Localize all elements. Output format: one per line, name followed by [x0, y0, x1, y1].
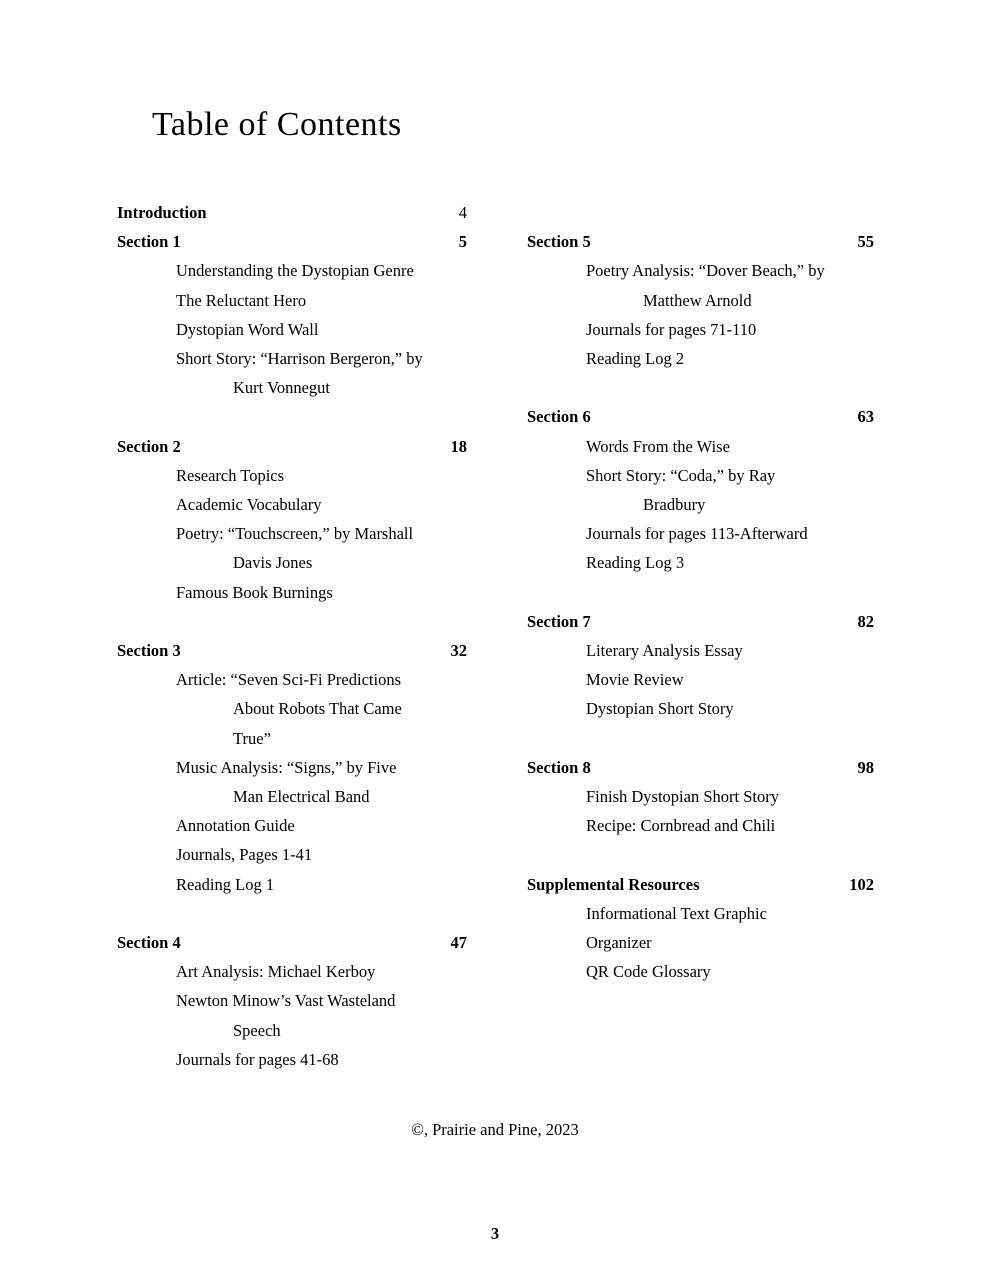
- toc-column-right: [527, 198, 874, 1074]
- toc-section: [117, 227, 467, 402]
- toc-section-page: 5: [458, 232, 467, 252]
- toc-section-page: 63: [857, 407, 874, 427]
- toc-section-page: 55: [857, 232, 874, 252]
- toc-section-header: [527, 607, 874, 636]
- toc-item-line: Music Analysis: “Signs,” by Five: [176, 757, 397, 777]
- toc-item-line: Journals, Pages 1-41: [176, 845, 313, 865]
- toc-item-line: Art Analysis: Michael Kerboy: [176, 962, 376, 982]
- toc-item-line: Dystopian Short Story: [586, 699, 734, 719]
- toc-section-header: [117, 198, 467, 227]
- toc-item-line: Newton Minow’s Vast Wasteland: [176, 991, 396, 1011]
- toc-section-title: Section 7: [527, 611, 591, 631]
- toc-section-title: Section 4: [117, 933, 181, 953]
- toc-section: [527, 753, 874, 841]
- toc-item-line: Man Electrical Band: [233, 787, 370, 807]
- toc-section: [117, 432, 467, 607]
- toc-section: [527, 402, 874, 577]
- toc-section-page: 98: [857, 757, 874, 777]
- toc-item-line: Annotation Guide: [176, 816, 295, 836]
- toc-item-line: Kurt Vonnegut: [233, 378, 331, 398]
- toc-item-line: Recipe: Cornbread and Chili: [586, 816, 776, 836]
- toc-section-title: Section 5: [527, 232, 591, 252]
- toc-item-line: Reading Log 1: [176, 874, 275, 894]
- page-title: Table of Contents: [152, 106, 402, 143]
- toc-section: [117, 636, 467, 899]
- toc-item-line: True”: [233, 728, 271, 748]
- toc-section-page: 4: [458, 203, 467, 222]
- toc-section-header: [117, 432, 467, 461]
- toc-item-line: QR Code Glossary: [586, 962, 711, 982]
- toc-section: [117, 198, 467, 227]
- toc-item-line: Speech: [233, 1020, 281, 1040]
- toc-item-line: The Reluctant Hero: [176, 290, 307, 310]
- toc-section-page: 32: [450, 641, 467, 661]
- toc-item-line: Davis Jones: [233, 553, 313, 573]
- toc-section-header: [117, 227, 467, 256]
- toc-item-line: Dystopian Word Wall: [176, 319, 319, 339]
- toc-item-line: Research Topics: [176, 465, 285, 485]
- toc-section-title: Section 3: [117, 641, 181, 661]
- toc-item-line: Understanding the Dystopian Genre: [176, 261, 414, 281]
- toc-section-header: [527, 402, 874, 431]
- copyright-line: ©, Prairie and Pine, 2023: [411, 1120, 579, 1139]
- toc-item-line: About Robots That Came: [233, 699, 402, 719]
- toc-section: [527, 227, 874, 373]
- toc-section: [527, 607, 874, 724]
- toc-section-page: 82: [857, 611, 874, 631]
- toc-item-line: Reading Log 2: [586, 349, 685, 368]
- toc-item-line: Short Story: “Coda,” by Ray: [586, 465, 776, 485]
- toc-item-line: Finish Dystopian Short Story: [586, 787, 779, 806]
- toc-item-line: Bradbury: [643, 495, 706, 514]
- toc-section-page: 18: [450, 436, 467, 456]
- toc-section-title: Supplemental Resources: [527, 874, 700, 894]
- toc-section-header: [527, 870, 874, 899]
- toc-section-header: [117, 636, 467, 665]
- toc-item-line: Short Story: “Harrison Bergeron,” by: [176, 349, 423, 369]
- toc-body: [117, 198, 874, 1074]
- toc-item-line: Poetry: “Touchscreen,” by Marshall: [176, 524, 414, 544]
- toc-item-line: Journals for pages 41-68: [176, 1049, 339, 1069]
- toc-section-page: 102: [849, 874, 874, 894]
- toc-item-line: Words From the Wise: [586, 436, 730, 456]
- toc-section-header: [527, 227, 874, 256]
- toc-section-title: Section 2: [117, 436, 181, 456]
- toc-item-line: Journals for pages 71-110: [586, 319, 757, 339]
- toc-item-line: Poetry Analysis: “Dover Beach,” by: [586, 261, 825, 281]
- toc-item-line: Organizer: [586, 933, 652, 952]
- toc-item-line: Movie Review: [586, 670, 684, 690]
- toc-item-line: Literary Analysis Essay: [586, 641, 743, 660]
- toc-section-page: 47: [450, 933, 467, 953]
- toc-item-line: Article: “Seven Sci-Fi Predictions: [176, 670, 401, 690]
- toc-section-header: [527, 753, 874, 782]
- toc-item-line: Journals for pages 113-Afterward: [586, 524, 808, 544]
- toc-section-title: Introduction: [117, 203, 207, 222]
- toc-section-header: [117, 928, 467, 957]
- toc-section: [117, 928, 467, 1074]
- toc-section-title: Section 6: [527, 407, 591, 427]
- toc-column-left: [117, 198, 467, 1074]
- toc-item-line: Informational Text Graphic: [586, 903, 767, 923]
- page-number: 3: [490, 1224, 500, 1243]
- toc-item-line: Matthew Arnold: [643, 290, 752, 310]
- toc-section-title: Section 8: [527, 757, 591, 777]
- toc-item-line: Academic Vocabulary: [176, 495, 322, 515]
- toc-section-title: Section 1: [117, 232, 181, 252]
- toc-section: [527, 870, 874, 987]
- toc-item-line: Reading Log 3: [586, 553, 685, 573]
- toc-item-line: Famous Book Burnings: [176, 582, 333, 602]
